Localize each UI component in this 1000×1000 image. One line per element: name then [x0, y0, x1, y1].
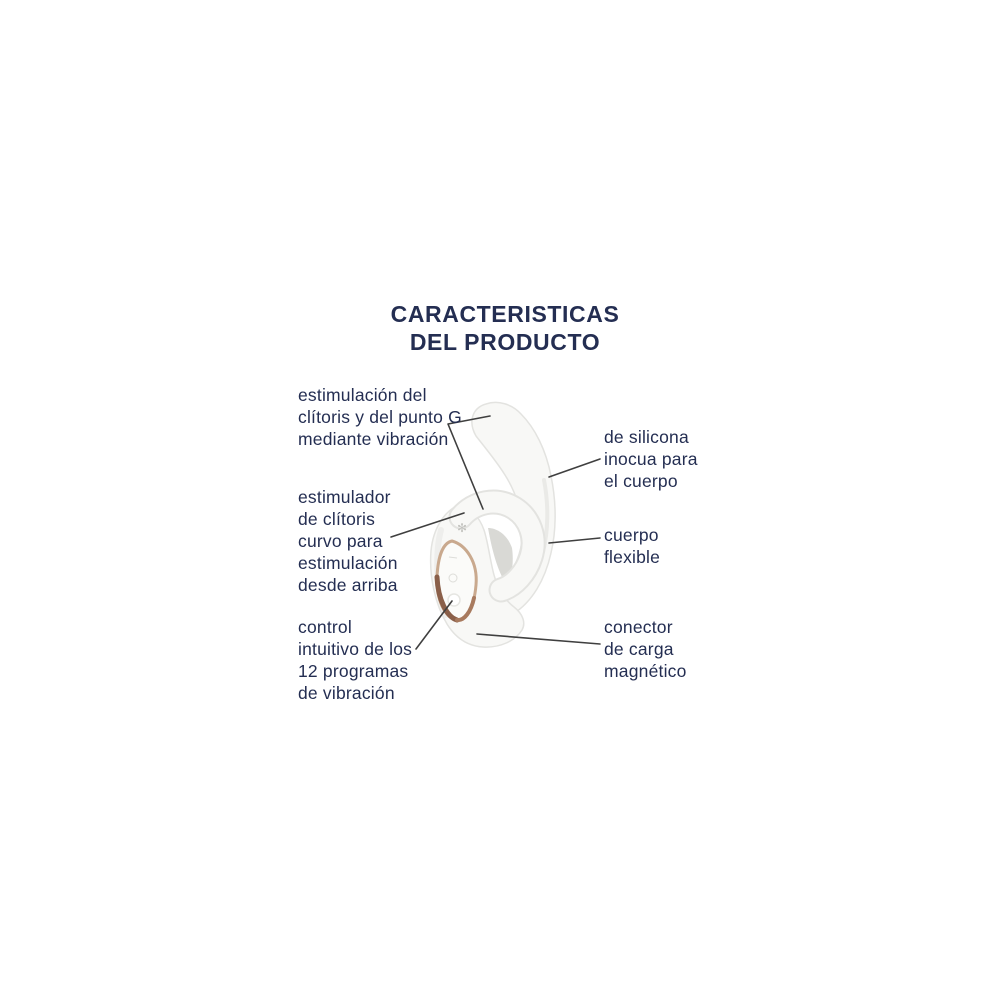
- feature-line: magnético: [604, 661, 687, 681]
- feature-line: mediante vibración: [298, 429, 449, 449]
- feature-label-silicone: [604, 426, 698, 492]
- feature-label-clitoris-stimulator: [298, 486, 398, 596]
- feature-line: estimulación: [298, 553, 398, 573]
- feature-line: de carga: [604, 639, 674, 659]
- leader-flexible: [549, 538, 600, 543]
- feature-label-charger: [604, 616, 687, 682]
- feature-line: conector: [604, 617, 673, 637]
- feature-label-flexible: [604, 524, 660, 568]
- feature-line: el cuerpo: [604, 471, 678, 491]
- feature-line: control: [298, 617, 352, 637]
- page-title-line2: DEL PRODUCTO: [409, 329, 601, 355]
- page-title-line1: CARACTERISTICAS: [390, 301, 620, 327]
- feature-line: estimulación del: [298, 385, 427, 405]
- leader-silicone: [549, 459, 600, 477]
- feature-line: de vibración: [298, 683, 395, 703]
- feature-line: 12 programas: [298, 661, 409, 681]
- feature-label-control: [298, 616, 412, 704]
- feature-label-stimulation: [298, 384, 462, 450]
- feature-line: desde arriba: [298, 575, 398, 595]
- feature-line: cuerpo: [604, 525, 659, 545]
- feature-line: inocua para: [604, 449, 698, 469]
- page-title: [255, 300, 755, 356]
- leader-control: [416, 601, 452, 649]
- feature-line: clítoris y del punto G: [298, 407, 462, 427]
- feature-line: estimulador: [298, 487, 391, 507]
- feature-line: intuitivo de los: [298, 639, 413, 659]
- feature-line: de silicona: [604, 427, 689, 447]
- feature-line: de clítoris: [298, 509, 376, 529]
- feature-line: curvo para: [298, 531, 383, 551]
- feature-line: flexible: [604, 547, 661, 567]
- brand-logo-icon: ✻: [457, 521, 468, 535]
